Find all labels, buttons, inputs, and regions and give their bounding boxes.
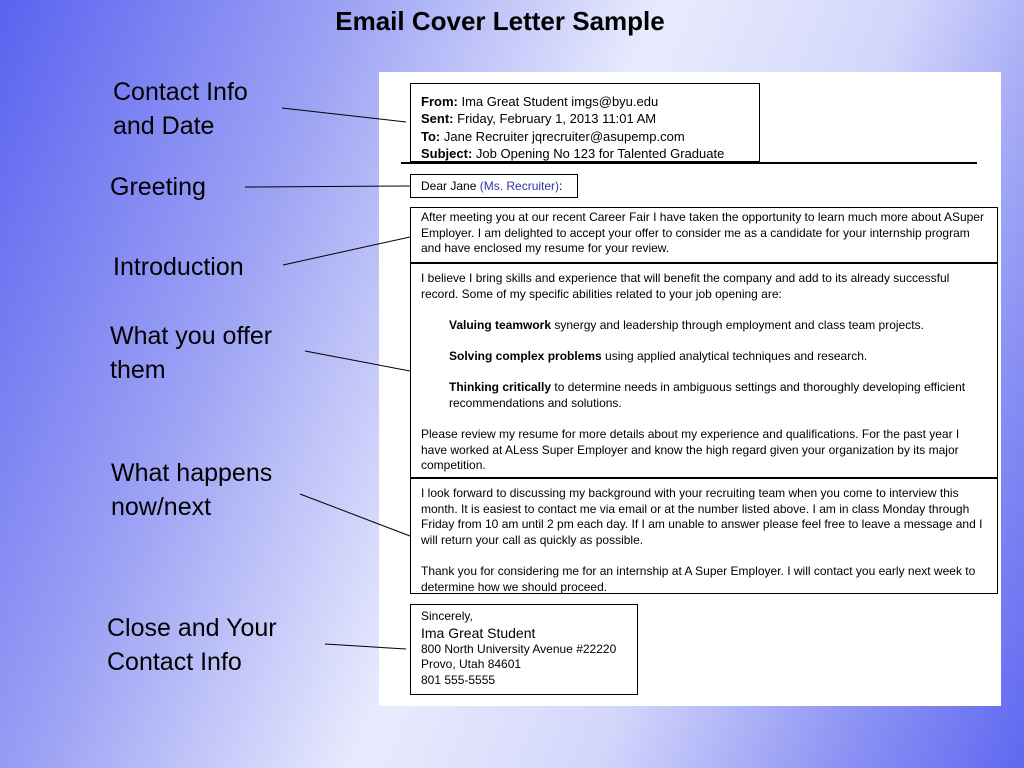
label-line: Close and Your bbox=[107, 614, 277, 642]
label-greeting: Greeting bbox=[110, 173, 206, 201]
callout-line-introduction bbox=[283, 237, 410, 265]
ability-item: Thinking critically to determine needs in ambiguous settings and thoroughly developing efficient recommendations and solutions. bbox=[449, 380, 966, 410]
callout-line-close bbox=[325, 644, 406, 649]
greeting-box: Dear Jane (Ms. Recruiter): bbox=[410, 174, 578, 198]
label-introduction: Introduction bbox=[113, 253, 244, 281]
label-line: now/next bbox=[111, 493, 212, 521]
address-line: Provo, Utah 84601 bbox=[421, 657, 522, 672]
ability-item: Valuing teamwork synergy and leadership through employment and class team projects. bbox=[449, 317, 924, 332]
to-line: To: Jane Recruiter jqrecruiter@asupemp.com bbox=[421, 128, 685, 144]
callout-line-greeting bbox=[245, 186, 410, 187]
callout-line-offer bbox=[305, 351, 410, 371]
label-line: Contact Info bbox=[107, 648, 242, 676]
sent-line: Sent: Friday, February 1, 2013 11:01 AM bbox=[421, 111, 657, 127]
from-line: From: Ima Great Student imgs@byu.edu bbox=[421, 94, 659, 109]
sign-off: Sincerely, bbox=[421, 609, 473, 623]
next-steps-box: I look forward to discussing my background with your recruiting team when you come to interview this month. It is easiest to contact me via email or at the number listed above. I am in class Monday through Friday from 10 am until 2 pm each day. If I am unable to answer please feel free to leave a message and I will return your call as quickly as possible. Thank you for considering me for an internship at A Super Employer. I will contact you early next week to determine how we should proceed. bbox=[410, 478, 998, 594]
label-line: What happens bbox=[111, 459, 273, 487]
phone-number: 801 555-5555 bbox=[421, 672, 496, 687]
introduction-box: After meeting you at our recent Career Fair I have taken the opportunity to learn much more about ASuper Employer. I am delighted to accept your offer to consider me as a candidate for your internship program and have enclosed my resume for your review. bbox=[410, 207, 998, 263]
label-line: Contact Info bbox=[113, 78, 248, 106]
label-line: What you offer bbox=[110, 322, 273, 350]
label-line: and Date bbox=[113, 112, 215, 140]
callout-line-next bbox=[300, 494, 410, 536]
slide-title: Email Cover Letter Sample bbox=[335, 6, 665, 36]
offer-box: I believe I bring skills and experience that will benefit the company and add to its already successful record. Some of my specific abilities related to your job opening are: Valuing teamwork synergy and leadership through employment and class team projects. Solving complex problems using applied analytical techniques and research. Thinking critically to determine needs in ambiguous settings and thoroughly developing efficient recommendations and solutions. Please review my resume for more details about my experience and qualifications. For the past year I have worked at ALess Super Employer and know the high regard given your organization by its major competition. bbox=[410, 263, 998, 478]
subject-line: Subject: Job Opening No 123 for Talented Graduate bbox=[421, 145, 725, 161]
signature-name: Ima Great Student bbox=[421, 624, 536, 641]
ability-item: Solving complex problems using applied analytical techniques and research. bbox=[449, 348, 868, 363]
callout-line-contact bbox=[282, 108, 406, 122]
label-line: them bbox=[110, 356, 166, 384]
address-line: 800 North University Avenue #22220 bbox=[421, 641, 617, 656]
